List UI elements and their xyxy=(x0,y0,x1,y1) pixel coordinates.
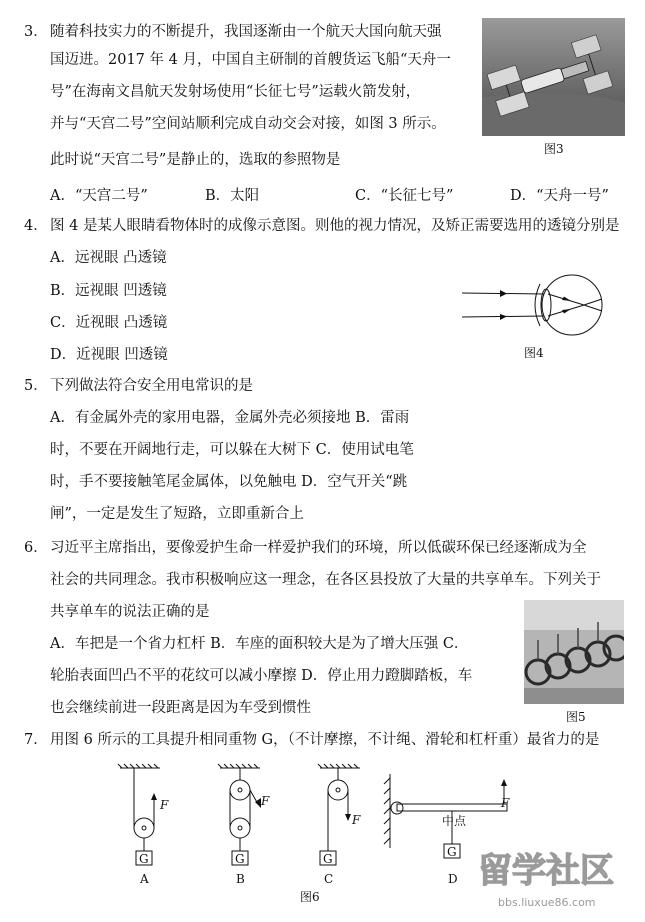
option-label-d: D xyxy=(448,872,458,886)
option-label-a: A xyxy=(140,872,149,886)
pulley-lever-diagram xyxy=(110,760,530,908)
q4-number: 4． xyxy=(24,218,48,234)
shared-bikes-photo xyxy=(524,600,624,704)
fig6-caption: 图6 xyxy=(300,890,320,904)
q5-line-2: A．有金属外壳的家用电器，金属外壳必须接地 B．雷雨 xyxy=(50,410,410,426)
weight-label-b: G xyxy=(235,852,245,866)
q3-line-4: 并与“天宫二号”空间站顺利完成自动交会对接，如图 3 所示。 xyxy=(50,116,446,132)
q5-line-4: 时，手不要接触笔尾金属体，以免触电 D．空气开关“跳 xyxy=(50,474,408,490)
eye-diagram xyxy=(460,270,610,342)
space-station-photo xyxy=(482,18,625,136)
force-label-b: F xyxy=(261,794,270,808)
q3-option-a: A．“天宫二号” xyxy=(50,188,148,204)
watermark-url: bbs.liuxue86.com xyxy=(498,896,596,909)
q6-line-4: A．车把是一个省力杠杆 B．车座的面积较大是为了增大压强 C． xyxy=(50,636,469,652)
q7-stem: 用图 6 所示的工具提升相同重物 G，（不计摩擦，不计绳、滑轮和杠杆重）最省力的是 xyxy=(50,732,600,748)
q7-number: 7． xyxy=(24,732,48,748)
q3-line-5: 此时说“天宫二号”是静止的，选取的参照物是 xyxy=(50,152,341,168)
q3-line-1: 随着科技实力的不断提升，我国逐渐由一个航天大国向航天强 xyxy=(50,24,442,40)
fig3-caption: 图3 xyxy=(544,142,564,156)
q3-option-c: C．“长征七号” xyxy=(355,188,454,204)
weight-label-c: G xyxy=(323,852,333,866)
q4-stem: 图 4 是某人眼睛看物体时的成像示意图。则他的视力情况，及矫正需要选用的透镜分别是 xyxy=(50,218,620,234)
q6-number: 6． xyxy=(24,540,48,556)
q6-line-6: 也会继续前进一段距离是因为车受到惯性 xyxy=(50,700,311,716)
q3-option-b: B．太阳 xyxy=(205,188,260,204)
q6-line-3: 共享单车的说法正确的是 xyxy=(50,604,210,620)
q6-line-2: 社会的共同理念。我市积极响应这一理念，在各区县投放了大量的共享单车。下列关于 xyxy=(50,572,601,588)
q4-option-b: B．远视眼 凹透镜 xyxy=(50,283,167,299)
watermark-text: 留学社区 xyxy=(478,851,614,891)
q3-line-2: 国迈进。2017 年 4 月，中国自主研制的首艘货运飞船“天舟一 xyxy=(50,52,451,68)
weight-label-a: G xyxy=(139,852,149,866)
fig5-caption: 图5 xyxy=(566,710,586,724)
force-label-c: F xyxy=(352,813,361,827)
q4-option-a: A．远视眼 凸透镜 xyxy=(50,250,167,266)
q6-line-5: 轮胎表面凹凸不平的花纹可以减小摩擦 D．停止用力蹬脚踏板，车 xyxy=(50,668,473,684)
q5-number: 5． xyxy=(24,378,48,394)
q4-option-c: C．近视眼 凸透镜 xyxy=(50,315,168,331)
option-label-b: B xyxy=(236,872,245,886)
q3-line-3: 号”在海南文昌航天发射场使用“长征七号”运载火箭发射， xyxy=(50,84,421,100)
midpoint-label: 中点 xyxy=(442,814,467,828)
fig4-caption: 图4 xyxy=(524,346,544,360)
q3-option-d: D．“天舟一号” xyxy=(510,188,609,204)
force-label-a: F xyxy=(160,798,169,812)
force-label-d: F xyxy=(501,796,510,810)
q3-number: 3． xyxy=(24,24,48,40)
option-label-c: C xyxy=(324,872,334,886)
q5-line-5: 闸”，一定是发生了短路，立即重新合上 xyxy=(50,506,304,522)
q6-line-1: 习近平主席指出，要像爱护生命一样爱护我们的环境，所以低碳环保已经逐渐成为全 xyxy=(50,540,587,556)
q4-option-d: D．近视眼 凹透镜 xyxy=(50,347,168,363)
q5-line-1: 下列做法符合安全用电常识的是 xyxy=(50,378,253,394)
weight-label-d: G xyxy=(447,845,457,859)
q5-line-3: 时，不要在开阔地行走，可以躲在大树下 C．使用试电笔 xyxy=(50,442,414,458)
